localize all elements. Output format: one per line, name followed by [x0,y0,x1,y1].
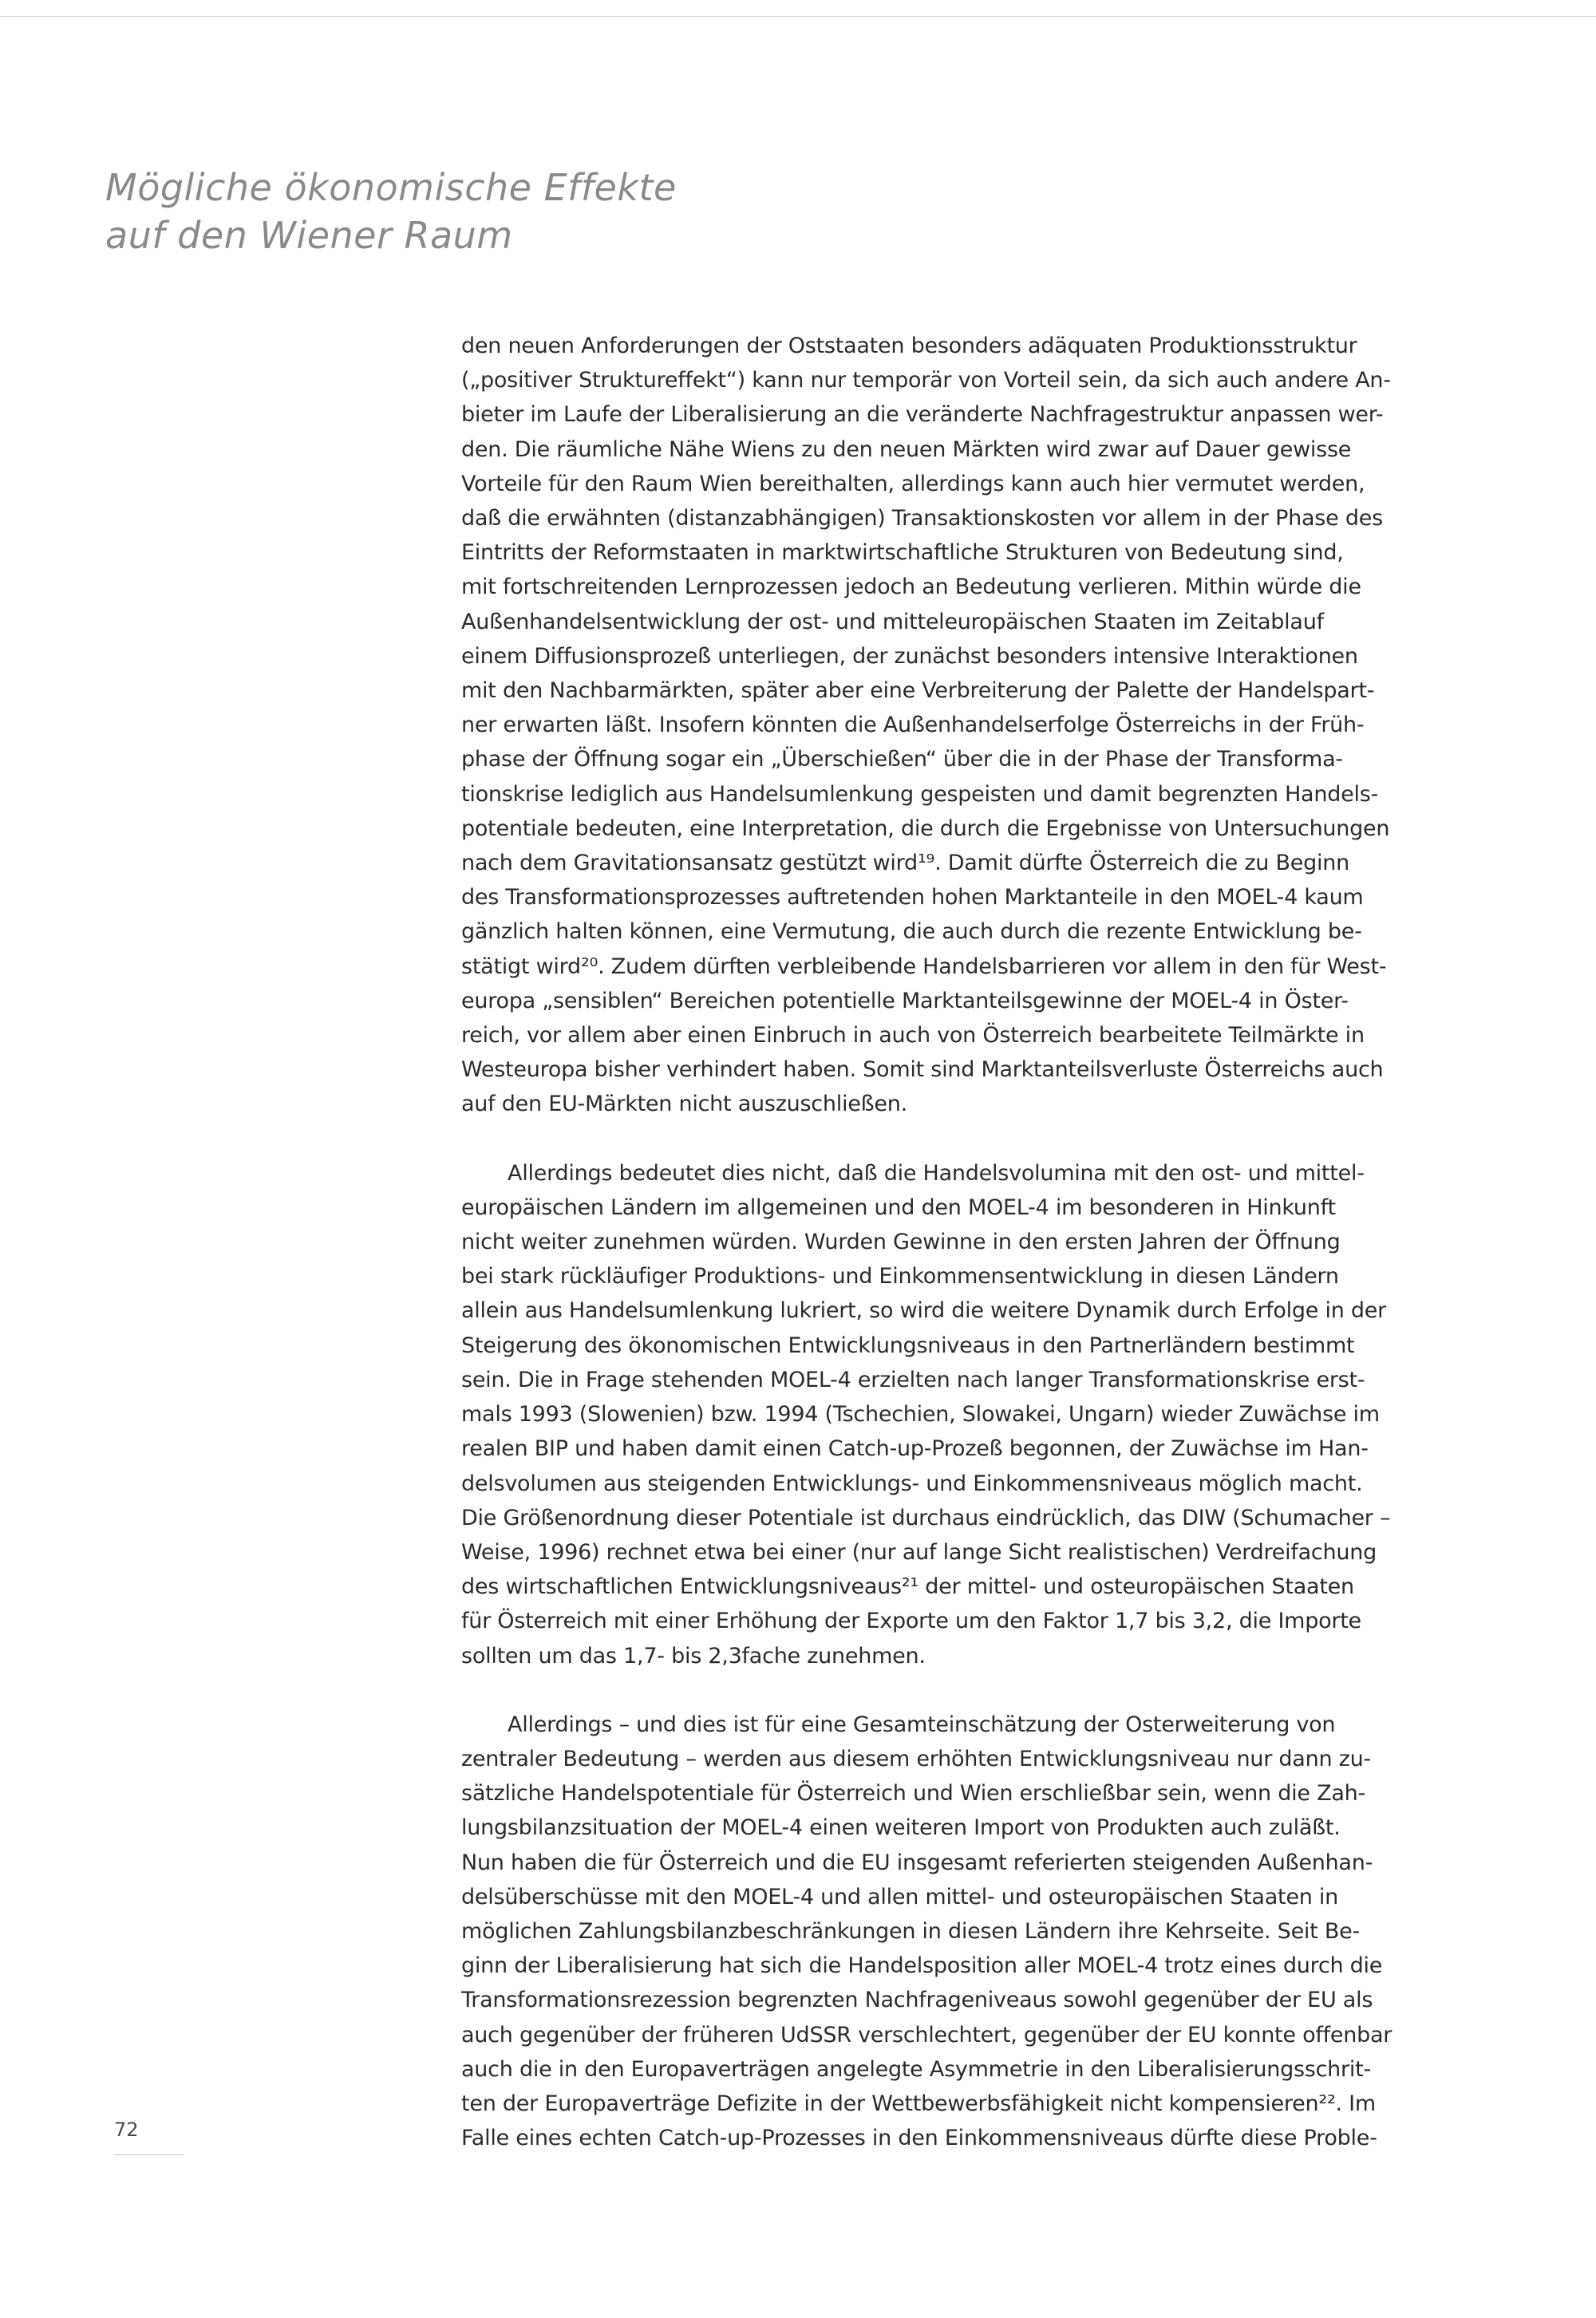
text-line: daß die erwähnten (distanzabhängigen) Transaktionskosten vor allem in der Phase des [461,506,1383,531]
page-number-rule [114,2154,184,2155]
text-line: realen BIP und haben damit einen Catch-up-Prozeß begonnen, der Zuwächse im Han- [461,1436,1369,1462]
text-line: des wirtschaftlichen Entwicklungsniveaus²¹ der mittel- und osteuropäischen Staaten [461,1574,1354,1600]
paragraph-1 [461,329,1395,1122]
text-line: ginn der Liberalisierung hat sich die Handelsposition aller MOEL-4 trotz eines durch die [461,1953,1383,1979]
text-line: mit fortschreitenden Lernprozessen jedoch an Bedeutung verlieren. Mithin würde die [461,575,1361,600]
text-line: („positiver Struktureffekt“) kann nur temporär von Vorteil sein, da sich auch andere An- [461,368,1391,393]
text-line: mals 1993 (Slowenien) bzw. 1994 (Tschechien, Slowakei, Ungarn) wieder Zuwächse im [461,1402,1380,1428]
text-line: zentraler Bedeutung – werden aus diesem erhöhten Entwicklungsniveau nur dann zu- [461,1746,1371,1771]
text-line: auch die in den Europaverträgen angelegte Asymmetrie in den Liberalisierungsschrit- [461,2056,1371,2082]
section-title-line-2: auf den Wiener Raum [105,214,513,257]
text-line: bieter im Laufe der Liberalisierung an die veränderte Nachfragestruktur anpassen wer- [461,402,1384,428]
text-line: europäischen Ländern im allgemeinen und den MOEL-4 im besonderen in Hinkunft [461,1195,1336,1220]
text-line: auf den EU-Märkten nicht auszuschließen. [461,1092,907,1117]
text-line: allein aus Handelsumlenkung lukriert, so wird die weitere Dynamik durch Erfolge in der [461,1298,1386,1324]
text-line: Außenhandelsentwicklung der ost- und mitteleuropäischen Staaten im Zeitablauf [461,609,1324,634]
text-line: sollten um das 1,7- bis 2,3fache zunehmen. [461,1643,926,1668]
text-line: für Österreich mit einer Erhöhung der Exporte um den Faktor 1,7 bis 3,2, die Importe [461,1609,1361,1634]
text-line: des Transformationsprozesses auftretenden hohen Marktanteile in den MOEL-4 kaum [461,885,1364,910]
text-line: möglichen Zahlungsbilanzbeschränkungen in diesen Ländern ihre Kehrseite. Seit Be- [461,1918,1360,1944]
text-line: reich, vor allem aber einen Einbruch in auch von Österreich bearbeitete Teilmärkte in [461,1023,1365,1048]
top-rule [0,16,1596,17]
text-line: auch gegenüber der früheren UdSSR verschlechtert, gegenüber der EU konnte offenbar [461,2022,1393,2048]
page-number: 72 [114,2119,139,2141]
section-title-line-1: Mögliche ökonomische Effekte [105,166,677,209]
text-line: Falle eines echten Catch-up-Prozesses in den Einkommensniveaus dürfte diese Proble- [461,2126,1377,2151]
text-line: bei stark rückläufiger Produktions- und Einkommensentwicklung in diesen Ländern [461,1264,1339,1289]
text-line: potentiale bedeuten, eine Interpretation, die durch die Ergebnisse von Untersuchungen [461,815,1390,841]
text-line: Westeuropa bisher verhindert haben. Somit sind Marktanteilsverluste Österreichs auch [461,1057,1384,1083]
text-line: phase der Öffnung sogar ein „Überschießen“ über die in der Phase der Transforma- [461,747,1343,772]
text-line: delsvolumen aus steigenden Entwicklungs- und Einkommensniveaus möglich macht. [461,1471,1363,1496]
text-line: Transformationsrezession begrenzten Nachfrageniveaus sowohl gegenüber der EU als [461,1988,1373,2013]
text-line: Nun haben die für Österreich und die EU insgesamt referierten steigenden Außenhan- [461,1850,1373,1875]
text-line: Weise, 1996) rechnet etwa bei einer (nur auf lange Sicht realistischen) Verdreifachung [461,1539,1377,1565]
text-line: Vorteile für den Raum Wien bereithalten, allerdings kann auch hier vermutet werden, [461,471,1365,496]
text-line: den. Die räumliche Nähe Wiens zu den neuen Märkten wird zwar auf Dauer gewisse [461,436,1352,462]
text-line: sein. Die in Frage stehenden MOEL-4 erzielten nach langer Transformationskrise erst- [461,1367,1365,1392]
text-line: stätigt wird²⁰. Zudem dürften verbleibende Handelsbarrieren vor allem in den für West- [461,954,1387,979]
text-line: Die Größenordnung dieser Potentiale ist durchaus eindrücklich, das DIW (Schumacher – [461,1505,1391,1530]
text-line: ner erwarten läßt. Insofern könnten die Außenhandelserfolge Österreichs in der Früh- [461,713,1365,738]
text-line: Allerdings bedeutet dies nicht, daß die Handelsvolumina mit den ost- und mittel- [508,1160,1365,1186]
text-line: sätzliche Handelspotentiale für Österreich und Wien erschließbar sein, wenn die Zah- [461,1781,1365,1807]
text-line: Eintritts der Reformstaaten in marktwirtschaftliche Strukturen von Bedeutung sind, [461,540,1344,566]
text-line: nicht weiter zunehmen würden. Wurden Gewinne in den ersten Jahren der Öffnung [461,1230,1341,1255]
paragraph-2 [461,1156,1395,1673]
text-line: den neuen Anforderungen der Oststaaten besonders adäquaten Produktionsstruktur [461,334,1357,358]
text-line: delsüberschüsse mit den MOEL-4 und allen mittel- und osteuropäischen Staaten in [461,1884,1339,1909]
text-line: Allerdings – und dies ist für eine Gesamteinschätzung der Osterweiterung von [508,1712,1336,1737]
text-line: nach dem Gravitationsansatz gestützt wird¹⁹. Damit dürfte Österreich die zu Beginn [461,851,1349,876]
body-text [461,329,1395,2155]
text-line: tionskrise lediglich aus Handelsumlenkung gespeisten und damit begrenzten Handels- [461,781,1379,807]
text-line: ten der Europaverträge Defizite in der Wettbewerbsfähigkeit nicht kompensieren²². Im [461,2091,1376,2116]
text-line: einem Diffusionsprozeß unterliegen, der zunächst besonders intensive Interaktionen [461,643,1358,669]
text-line: lungsbilanzsituation der MOEL-4 einen weiteren Import von Produkten auch zuläßt. [461,1815,1341,1841]
text-line: gänzlich halten können, eine Vermutung, die auch durch die rezente Entwicklung be- [461,919,1362,945]
section-title [105,164,677,259]
text-line: Steigerung des ökonomischen Entwicklungsniveaus in den Partnerländern bestimmt [461,1333,1355,1358]
text-line: mit den Nachbarmärkten, später aber eine Verbreiterung der Palette der Handelspart- [461,678,1375,704]
paragraph-3 [461,1708,1395,2156]
text-line: europa „sensiblen“ Bereichen potentielle Marktanteilsgewinne der MOEL-4 in Öster- [461,988,1349,1013]
